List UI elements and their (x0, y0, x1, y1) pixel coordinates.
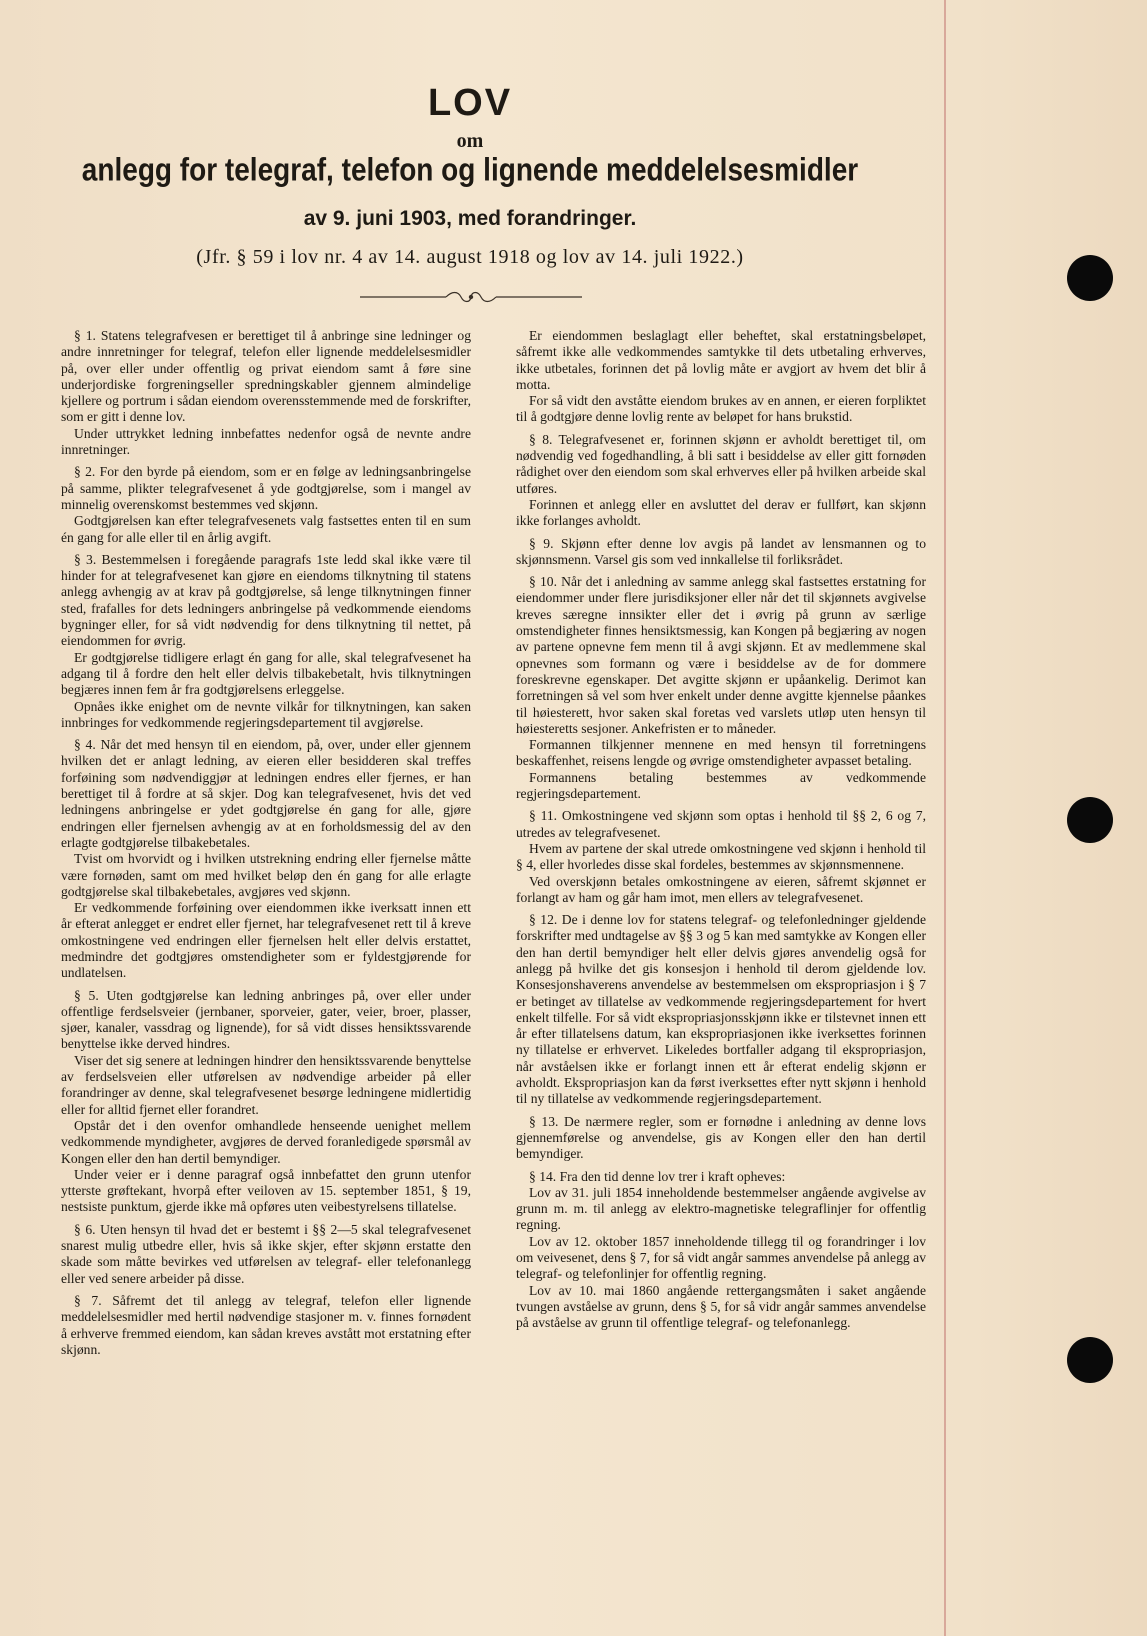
paragraph: Godtgjørelsen kan efter telegrafvesenets valg fastsettes enten til en sum én gang for alle eller til en årlig avgift. (61, 513, 471, 545)
section-paragraph: § 1. Statens telegrafvesen er berettiget til å anbringe sine ledninger og andre innretninger for telegraf, telefon eller lignende meddelelsesmidler på, over eller under offentlig og privat eiendom samt å føre sine underjordiske forgreningseller spredningskabler gjennem almindelige kjellere og portrum i sådan eiendom overensstemmende med de forskrifter, som er gitt i denne lov. (61, 328, 471, 425)
document-reference: (Jfr. § 59 i lov nr. 4 av 14. august 1918 og lov av 14. juli 1922.) (196, 246, 744, 268)
section-paragraph: § 12. De i denne lov for statens telegraf- og telefonledninger gjeldende forskrifter med undtagelse av §§ 3 og 5 kan med samtykke av Kongen eller den han dertil bemyndiger helt eller delvis gjøres anvendelig også for anlegg på hvilke det gis konsesjon i henhold til derom gjeldende lov. Konsesjonshaverens anvendelse av bestemmelsen om ekspropriasjon i § 7 er betinget av tillatelse av vedkommende regjeringsdepartement for hvert enkelt tilfelle. For så vidt ekspropriasjonsskjønn ikke er tilstevnet innen ett år efter tillatelsens datum, kan ekspropriasjonen ikke iverksettes forinnen ny tillatelse er erhvervet. Likeledes bortfaller adgang til ekspropriasjon, når avståelsen ikke er forlangt innen ett år efterat endelig skjønn er avholdt. Ekspropriasjon kan da først iverksettes efter nytt skjønn i henhold til ny tillatelse av vedkommende regjeringsdepartement. (516, 912, 926, 1107)
paragraph: Lov av 10. mai 1860 angående rettergangsmåten i saket angående tvungen avståelse av grunn, dens § 5, for så vidr angår sammes anvendelse på avståelse av grunn til offentlige telegraf- og telefonanlegg. (516, 1282, 926, 1331)
section-paragraph: § 9. Skjønn efter denne lov avgis på landet av lensmannen og to skjønnsmenn. Varsel gis som ved innkallelse til forliksrådet. (516, 535, 926, 567)
section-paragraph: § 11. Omkostningene ved skjønn som optas i henhold til §§ 2, 6 og 7, utredes av telegrafvesenet. (516, 808, 926, 840)
paragraph: For så vidt den avståtte eiendom brukes av en annen, er eieren forpliktet til å godtgjøre denne lovlig rente av beløpet for hans brukstid. (516, 393, 926, 425)
section-paragraph: § 5. Uten godtgjørelse kan ledning anbringes på, over eller under offentlige ferdselsveier (jernbaner, sporveier, gater, veier, broer, plasser, sjøer, kanaler, vassdrag og lignende), for så vidt disses hensiktssvarende benyttelse ikke derved hindres. (61, 987, 471, 1052)
paragraph: Forinnen et anlegg eller en avsluttet del derav er fullført, kan skjønn ikke forlanges avholdt. (516, 496, 926, 529)
paragraph: Er eiendommen beslaglagt eller beheftet, skal erstatningsbeløpet, såfremt ikke alle vedkommendes samtykke til dets utbetaling erhverves, ikke utbetales, forinnen det på lovlig måte er avgjort av hvem det blir å motta. (516, 328, 926, 392)
document-title: LOV (427, 82, 513, 124)
paragraph: Hvem av partene der skal utrede omkostningene ved skjønn i henhold til § 4, eller hvorledes disse skal fordeles, bestemmes av skjønnsmennene. (516, 840, 926, 873)
paragraph: Viser det sig senere at ledningen hindrer den hensiktssvarende benyttelse av ferdselsveien eller utførelsen av nødvendige arbeider på eller forandringer av denne, skal telegrafvesenet besørge ledningene midlertidig eller for alltid fjernet eller forandret. (61, 1052, 471, 1117)
section-paragraph: § 6. Uten hensyn til hvad det er bestemt i §§ 2—5 skal telegrafvesenet snarest mulig utbedre eller, hvis så ikke skjer, efter skjønn erstatte den skade som måtte bevirkes ved utførelsen av telegraf- eller telefonanlegg eller ved senere arbeider på disse. (61, 1221, 471, 1286)
document-date: av 9. juni 1903, med forandringer. (303, 207, 637, 230)
paragraph: Under uttrykket ledning innbefattes nedenfor også de nevnte andre innretninger. (61, 425, 471, 458)
ornament-divider-icon (360, 288, 582, 306)
title-om: om (456, 130, 484, 152)
paragraph: Formannens betaling bestemmes av vedkommende regjeringsdepartement. (516, 769, 926, 802)
paragraph: Ved overskjønn betales omkostningene av eieren, såfremt skjønnet er forlangt av ham og går ham imot, men ellers av telegrafvesenet. (516, 873, 926, 905)
section-paragraph: § 4. Når det med hensyn til en eiendom, på, over, under eller gjennem hvilken det er anlagt ledning, av eieren eller besidderen skal treffes forføining som nødvendiggjør at ledningen endres eller fjernes, er han berettiget til å fordre at så skjer. Dog kan telegrafvesenet, hvis det ved ledningens anbringelse er ydet godtgjørelse én gang for alle, gjøre endringen eller fjernelsen avhengig av at en forholdsmessig del av den erlagte godtgjørelse tilbakebetales. (61, 737, 471, 850)
section-paragraph: § 14. Fra den tid denne lov trer i kraft opheves: (529, 1168, 786, 1184)
paragraph: Under veier er i denne paragraf også innbefattet den grunn utenfor ytterste grøftekant, hvorpå efter veiloven av 15. september 1851, § 19, nestsiste punktum, gjerde ikke må opføres uten veibestyrelsens tillatelse. (61, 1166, 471, 1215)
left-column (61, 328, 471, 1618)
punch-hole (1067, 797, 1113, 843)
section-paragraph: § 13. De nærmere regler, som er fornødne i anledning av denne lovs gjennemførelse og anvendelse, gis av Kongen eller den han dertil bemyndiger. (516, 1113, 926, 1162)
section-paragraph: § 3. Bestemmelsen i foregående paragrafs 1ste ledd skal ikke være til hinder for at telegrafvesenet kan gjøre en eiendoms tilknytning til statens anlegg avhengig av at krav på godtgjørelse, så lenge tilknytningen finner sted, frafalles for dets ledningers anbringelse på vedkommende eiendoms bygninger eller, for så vidt nødvendig for dens tilknytning til nettet, på eiendommen for øvrig. (61, 551, 471, 649)
document-subject: anlegg for telegraf, telefon og lignende meddelelsesmidler (81, 151, 859, 188)
paragraph: Formannen tilkjenner mennene en med hensyn til forretningens beskaffenhet, reisens lengde og øvrige omstendigheter avpasset betaling. (516, 737, 926, 769)
paragraph: Er godtgjørelse tidligere erlagt én gang for alle, skal telegrafvesenet ha adgang til å fordre den helt eller delvis tilbakebetalt, hvis tilknytningen begjæres innen fem år fra godtgjørelsens erleggelse. (61, 649, 471, 698)
paragraph: Er vedkommende forføining over eiendommen ikke iverksatt innen ett år efterat anlegget er endret eller fjernet, har telegrafvesenet rett til å kreve omkostningene ved endringen eller fjernelsen helt eller delvis erstattet, medmindre det godtgjøres omstendigheter som er fyldestgjørende for undlatelsen. (61, 900, 471, 981)
paragraph: Lov av 31. juli 1854 inneholdende bestemmelser angående avgivelse av grunn m. m. til anlegg av elektro-magnetiske telegraflinjer for offentlig regning. (516, 1184, 926, 1233)
paragraph: Opstår det i den ovenfor omhandlede henseende uenighet mellem vedkommende myndigheter, avgjøres de derved foranledigede spørsmål av Kongen eller den han dertil bemyndiger. (61, 1117, 471, 1166)
margin-rule (944, 0, 946, 1636)
right-column (516, 328, 926, 1618)
punch-hole (1067, 255, 1113, 301)
paragraph: Opnåes ikke enighet om de nevnte vilkår for tilknytningen, kan saken innbringes for vedkommende regjeringsdepartement til avgjørelse. (61, 698, 471, 730)
section-paragraph: § 2. For den byrde på eiendom, som er en følge av ledningsanbringelse på samme, plikter telegrafvesenet å yde godtgjørelse, som i mangel av minnelig overenskomst bestemmes ved skjønn. (61, 464, 471, 512)
punch-hole (1067, 1337, 1113, 1383)
section-paragraph: § 10. Når det i anledning av samme anlegg skal fastsettes erstatning for eiendommer under flere jurisdiksjoner eller når det til skjønnets avgivelse kreves særegne innsikter eller det i øvrig på grunn av særlige omstendigheter finnes hensiktsmessig, kan Kongen på begjæring av nogen av partene opnevne fem menn til å avgi skjønn. Et av medlemmene skal opnevnes som formann og være i besiddelse av de for dommere foreskrevne egenskaper. Det avgitte skjønn er upåankelig. Derimot kan forretningen så vel som hver enkelt under denne avgitte kjennelse påankes til høiesterett, hvor saken skal foretas ved varslets utløp uten hensyn til høiesteretts sesjoner. Ankefristen er to måneder. (516, 574, 926, 736)
paragraph: Tvist om hvorvidt og i hvilken utstrekning endring eller fjernelse måtte være fornøden, samt om med hvilket beløp den én gang for alle erlagte godtgjørelse skal tilbakebetales, avgjøres ved skjønn. (61, 851, 471, 899)
paragraph: Lov av 12. oktober 1857 inneholdende tillegg til og forandringer i lov om veivesenet, dens § 7, for så vidt angår sammes anvendelse på anlegg av telegraf- og telefonlinjer for offentlig regning. (516, 1233, 926, 1282)
section-paragraph: § 7. Såfremt det til anlegg av telegraf, telefon eller lignende meddelelsesmidler med hertil nødvendige stasjoner m. v. finnes fornødent å erhverve fremmed eiendom, kan sådan kreves avstått mot erstatning efter skjønn. (61, 1292, 471, 1357)
section-paragraph: § 8. Telegrafvesenet er, forinnen skjønn er avholdt berettiget til, om nødvendig ved fogedhandling, å bli satt i besiddelse av eller gitt fornøden rådighet over den eiendom som skal erhverves eller på hvilken arbeide skal utføres. (516, 431, 926, 496)
